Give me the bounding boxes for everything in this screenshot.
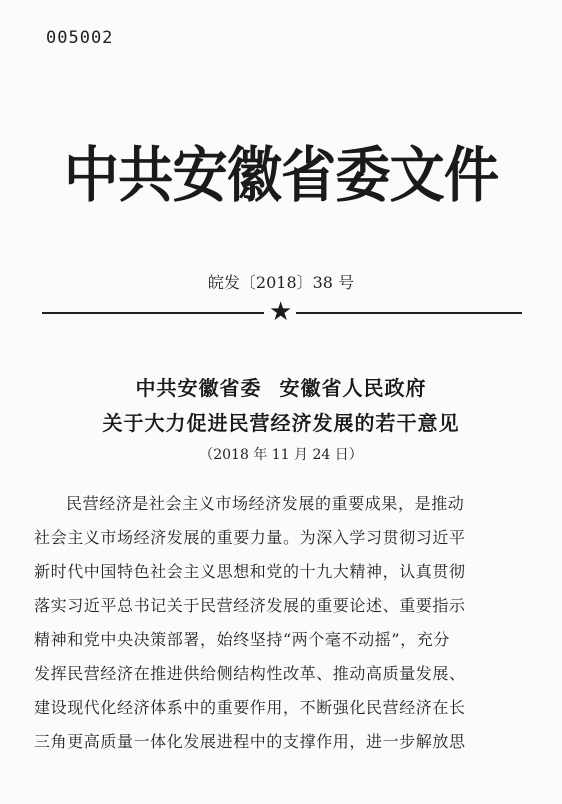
document-serial-number: 005002	[46, 28, 114, 48]
issuer-party: 中共安徽省委	[135, 376, 262, 400]
body-line: 发挥民营经济在推进供给侧结构性改革、推动高质量发展、	[34, 664, 466, 683]
body-line: 新时代中国特色社会主义思想和党的十九大精神，认真贯彻	[34, 562, 466, 581]
body-line: 民营经济是社会主义市场经济发展的重要成果，是推动	[66, 494, 465, 513]
body-paragraph	[34, 487, 534, 759]
document-date: （2018 年 11 月 24 日）	[199, 447, 363, 463]
body-line: 精神和党中央决策部署，始终坚持“两个毫不动摇”，充分	[34, 630, 450, 649]
document-number: 皖发〔2018〕38 号	[207, 273, 355, 292]
divider-line-right	[296, 312, 522, 314]
star-icon: ★	[269, 297, 293, 327]
issuer-government: 安徽省人民政府	[279, 376, 427, 400]
body-line: 三角更高质量一体化发展进程中的支撑作用，进一步解放思	[34, 732, 466, 751]
body-line: 社会主义市场经济发展的重要力量。为深入学习贯彻习近平	[34, 528, 466, 547]
body-line: 落实习近平总书记关于民营经济发展的重要论述、重要指示	[34, 596, 466, 615]
document-masthead: 中共安徽省委文件	[63, 141, 499, 211]
document-title-issuers	[0, 372, 562, 401]
body-line: 建设现代化经济体系中的重要作用，不断强化民营经济在长	[34, 698, 466, 717]
divider-line-left	[42, 312, 264, 314]
document-title: 关于大力促进民营经济发展的若干意见	[102, 411, 460, 435]
